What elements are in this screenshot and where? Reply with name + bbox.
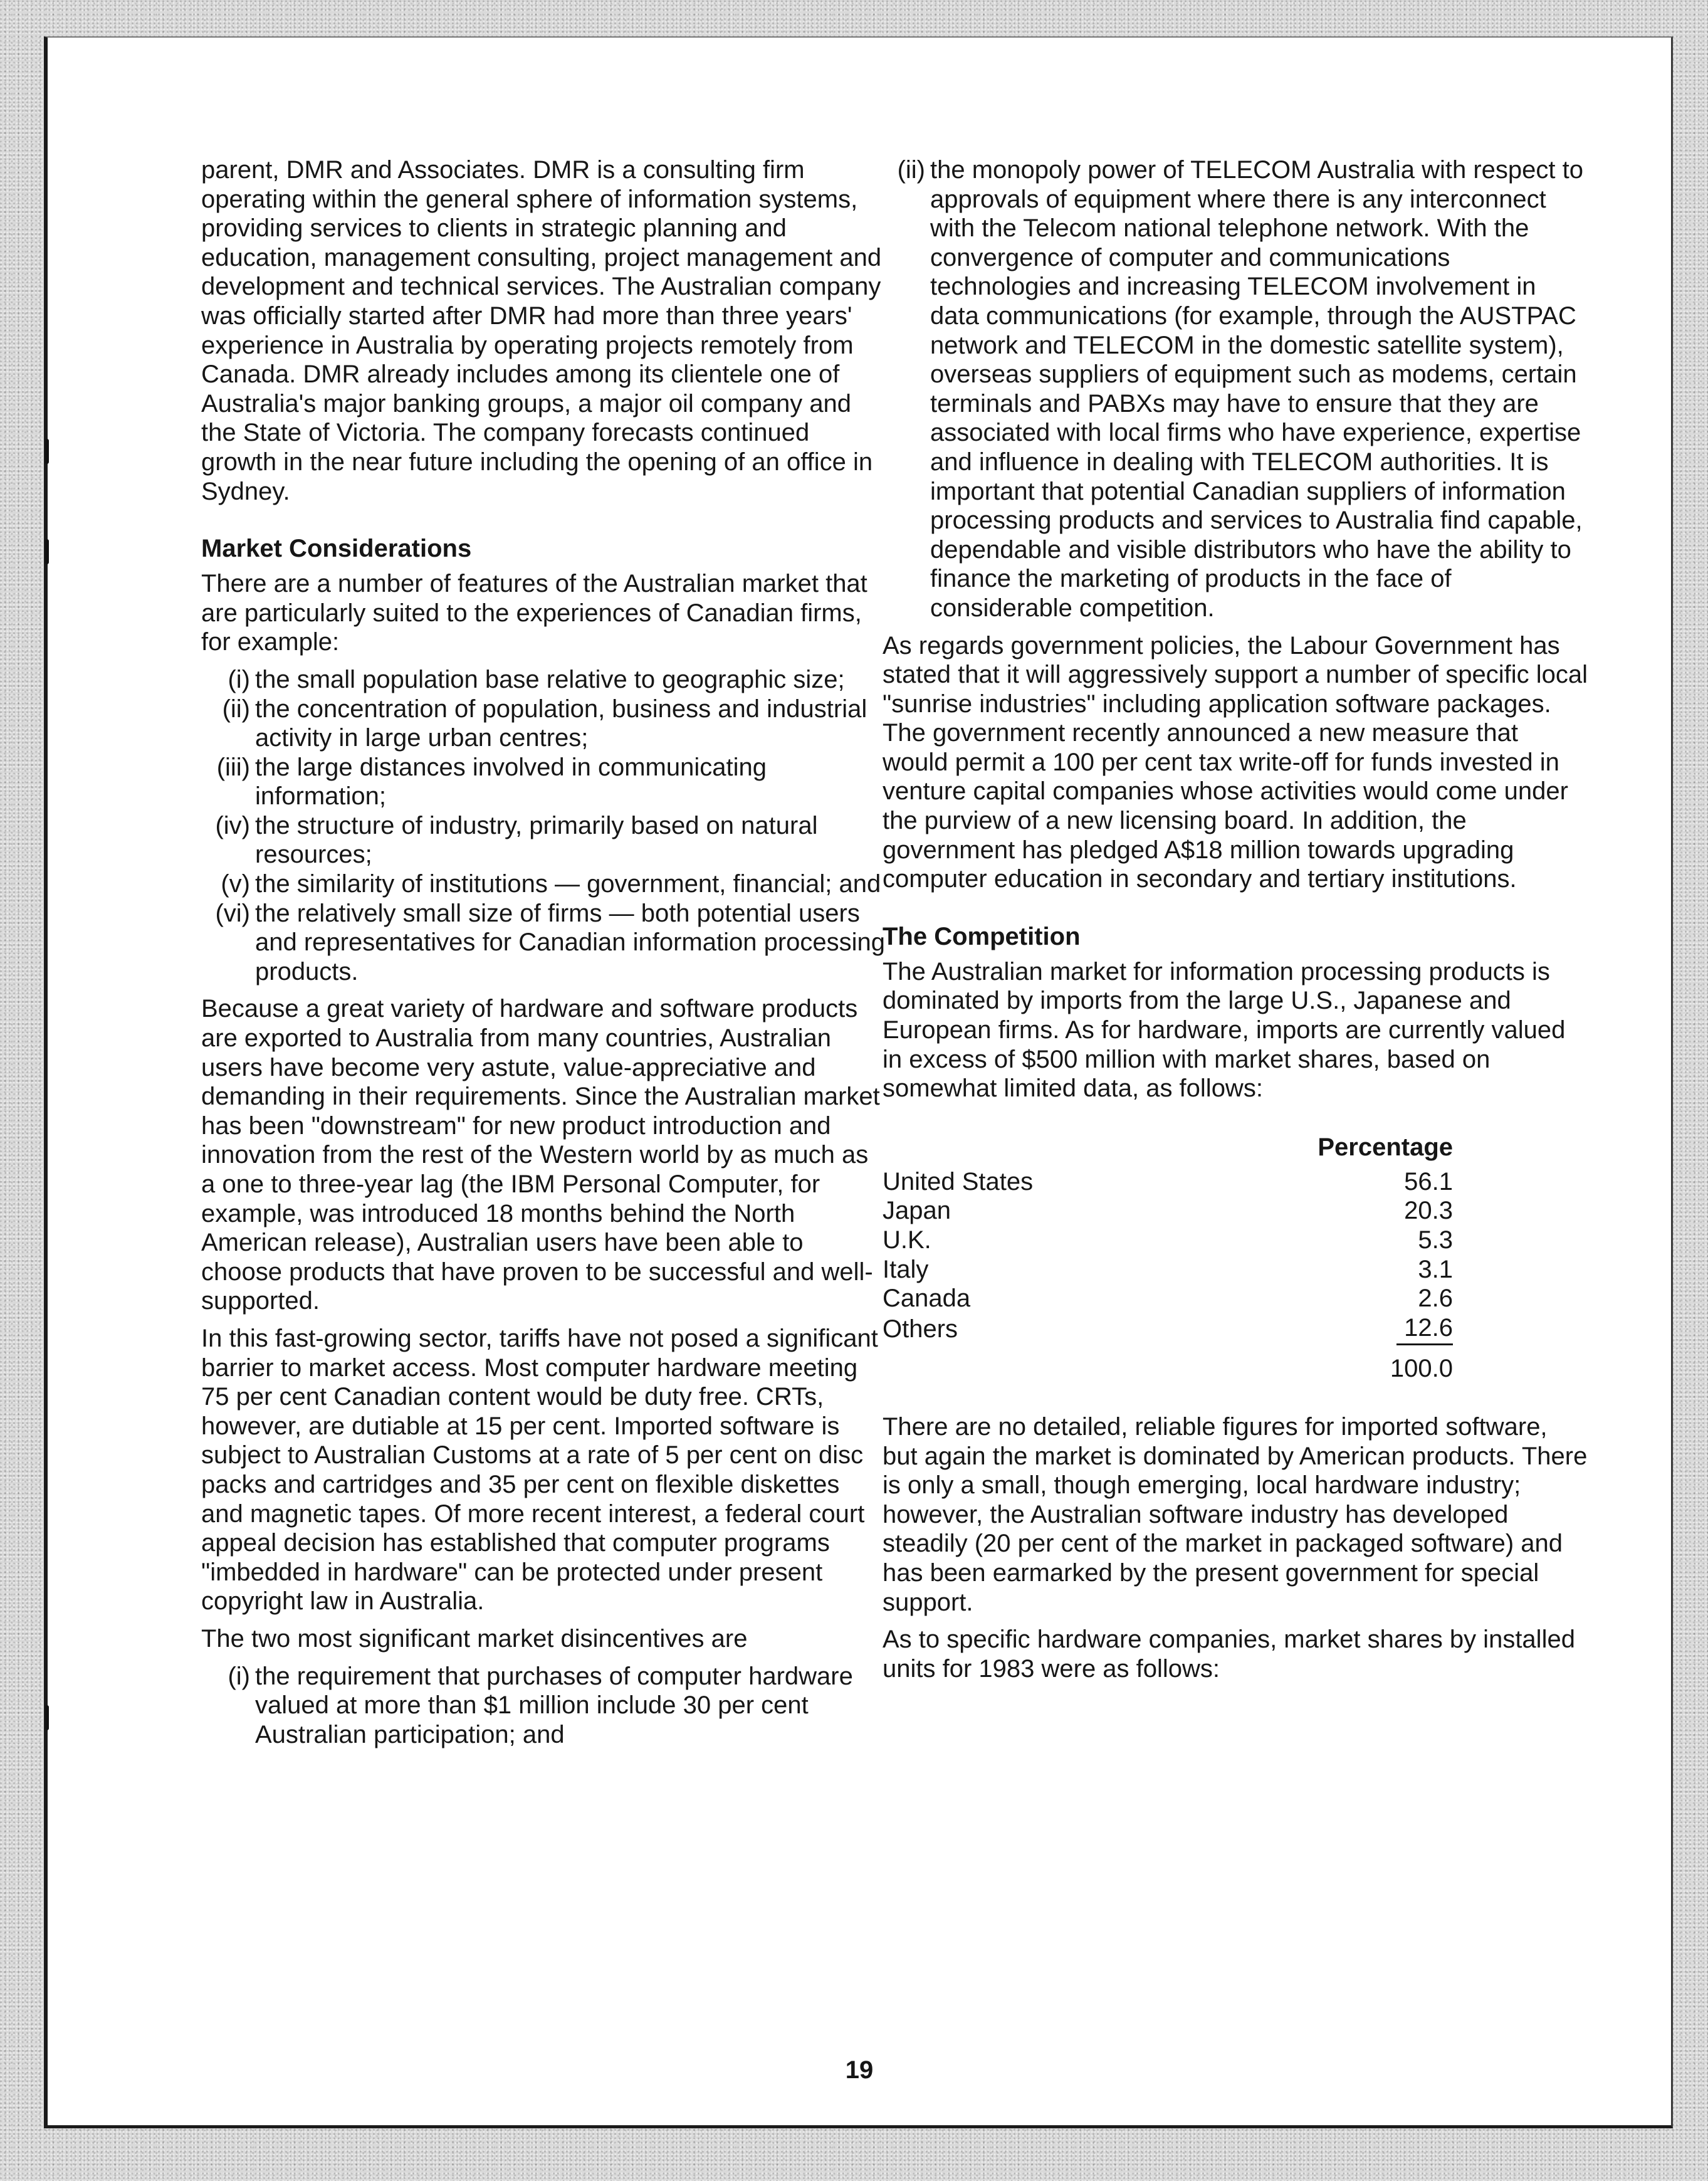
table-row — [883, 1284, 1497, 1313]
list-item — [201, 811, 886, 870]
list-item-number: (ii) — [897, 156, 925, 184]
percentage-header: Percentage — [1318, 1133, 1453, 1161]
binding-mark — [45, 439, 49, 464]
list-item-number: (iv) — [215, 811, 250, 839]
percentage-cell: 20.3 — [1404, 1197, 1453, 1225]
market-considerations-heading: Market Considerations — [201, 535, 472, 563]
market-share-table — [883, 1131, 1497, 1384]
left-column — [201, 155, 886, 1757]
list-item — [201, 695, 886, 753]
country-cell: Italy — [883, 1255, 929, 1283]
country-cell: Others — [883, 1315, 958, 1343]
hardware-paragraph: As to specific hardware companies, market shares by installed units for 1983 were as follows: — [883, 1626, 1575, 1683]
list-item-text: the concentration of population, business and industrial activity in large urban centres; — [255, 695, 867, 752]
tariffs-paragraph: In this fast-growing sector, tariffs have not posed a significant barrier to market access. Most computer hardware meeting 75 per cent Canadian content would be duty free. CRTs, however, are dutiable at 15 per cent. Imported software is subject to Australian Customs at a rate of 5 per cent on disc packs and cartridges and 35 per cent on flexible diskettes and magnetic tapes. Of more recent interest, a federal court appeal decision has established that computer programs "imbedded in hardware" can be protected under present copyright law in Australia. — [201, 1324, 878, 1616]
table-row — [883, 1167, 1497, 1197]
list-item — [201, 870, 886, 899]
list-item-text: the structure of industry, primarily based on natural resources; — [255, 811, 818, 869]
table-row — [883, 1255, 1497, 1285]
list-item-number: (ii) — [222, 695, 250, 723]
list-item-text: the similarity of institutions — government, financial; and — [255, 870, 881, 898]
list-item — [883, 155, 1588, 623]
country-cell: Japan — [883, 1197, 951, 1225]
features-list — [201, 665, 886, 987]
percentage-cell: 3.1 — [1418, 1255, 1453, 1283]
list-item-text: the large distances involved in communicating information; — [255, 753, 767, 811]
right-column — [883, 155, 1588, 1691]
competition-heading: The Competition — [883, 922, 1081, 950]
percentage-cell: 56.1 — [1404, 1167, 1453, 1196]
country-cell: United States — [883, 1167, 1034, 1196]
table-header-row — [883, 1131, 1497, 1167]
table-row — [883, 1313, 1497, 1346]
disincentives-list-continued — [883, 155, 1588, 623]
list-item-text: the requirement that purchases of computer hardware valued at more than $1 million include 30 per cent Australian participation; and — [255, 1662, 853, 1748]
list-item-number: (v) — [221, 870, 250, 898]
binding-mark — [45, 1705, 49, 1730]
document-page — [44, 36, 1673, 2128]
table-row — [883, 1196, 1497, 1226]
competition-intro-paragraph: The Australian market for information processing products is dominated by imports from the large U.S., Japanese and European firms. As for hardware, imports are currently valued in excess of $500 million with market shares, based on somewhat limited data, as follows: — [883, 957, 1566, 1103]
government-paragraph: As regards government policies, the Labour Government has stated that it will aggressively support a number of specific local "sunrise industries" including application software packages. The government recently announced a new measure that would permit a 100 per cent tax write-off for funds invested in venture capital companies whose activities would come under the purview of a new licensing board. In addition, the government has pledged A$18 million towards upgrading computer education in secondary and tertiary institutions. — [883, 631, 1588, 893]
binding-mark — [45, 539, 49, 564]
market-intro-paragraph: There are a number of features of the Australian market that are particularly suited to the experiences of Canadian firms, for example: — [201, 570, 867, 656]
list-item — [201, 665, 886, 695]
list-item — [201, 899, 886, 987]
list-item-text: the monopoly power of TELECOM Australia with respect to approvals of equipment where there is any interconnect with the Telecom national telephone network. With the convergence of computer and communications technologies and increasing TELECOM involvement in data communications (for example, through the AUSTPAC network and TELECOM in the domestic satellite system), overseas suppliers of equipment such as modems, certain terminals and PABXs may have to ensure that they are associated with local firms who have experience, expertise and influence in dealing with TELECOM authorities. It is important that potential Canadian suppliers of information processing products and services to Australia find capable, dependable and visible distributors who have the ability to finance the marketing of products in the face of considerable competition. — [930, 156, 1583, 622]
list-item-text: the small population base relative to geographic size; — [255, 665, 845, 693]
page-number: 19 — [845, 2056, 874, 2084]
list-item-number: (iii) — [216, 753, 250, 781]
country-cell: U.K. — [883, 1226, 931, 1254]
list-item — [201, 1662, 886, 1750]
list-item-number: (vi) — [215, 899, 250, 927]
list-item-text: the relatively small size of firms — both potential users and representatives for Canadian information processing products. — [255, 899, 886, 985]
list-item-number: (i) — [228, 665, 250, 693]
percentage-cell: 12.6 — [1396, 1313, 1453, 1346]
percentage-cell: 5.3 — [1418, 1226, 1453, 1254]
software-paragraph: There are no detailed, reliable figures for imported software, but again the market is dominated by American products. There is only a small, though emerging, local hardware industry; however, the Australian software industry has developed steadily (20 per cent of the market in packaged software) and has been earmarked by the present government for special support. — [883, 1412, 1588, 1616]
table-row — [883, 1226, 1497, 1255]
disincentives-intro: The two most significant market disincentives are — [201, 1624, 748, 1653]
list-item-number: (i) — [228, 1662, 250, 1690]
total-cell: 100.0 — [1390, 1355, 1453, 1383]
percentage-cell: 2.6 — [1418, 1285, 1453, 1313]
list-item — [201, 753, 886, 811]
variety-paragraph: Because a great variety of hardware and software products are exported to Australia from many countries, Australian users have become very astute, value-appreciative and demanding in their requirements. Since the Australian market has been "downstream" for new product introduction and innovation from the rest of the Western world by as much as a one to three-year lag (the IBM Personal Computer, for example, was introduced 18 months behind the North American release), Australian users have been able to choose products that have proven to be successful and well-supported. — [201, 995, 880, 1315]
table-total-row — [883, 1345, 1497, 1384]
intro-paragraph: parent, DMR and Associates. DMR is a consulting firm operating within the general sphere of information systems, providing services to clients in strategic planning and education, management consulting, project management and development and technical services. The Australian company was officially started after DMR had more than three years' experience in Australia by operating projects remotely from Canada. DMR already includes among its clientele one of Australia's major banking groups, a major oil company and the State of Victoria. The company forecasts continued growth in the near future including the opening of an office in Sydney. — [201, 156, 882, 505]
country-cell: Canada — [883, 1285, 971, 1313]
disincentives-list — [201, 1662, 886, 1750]
